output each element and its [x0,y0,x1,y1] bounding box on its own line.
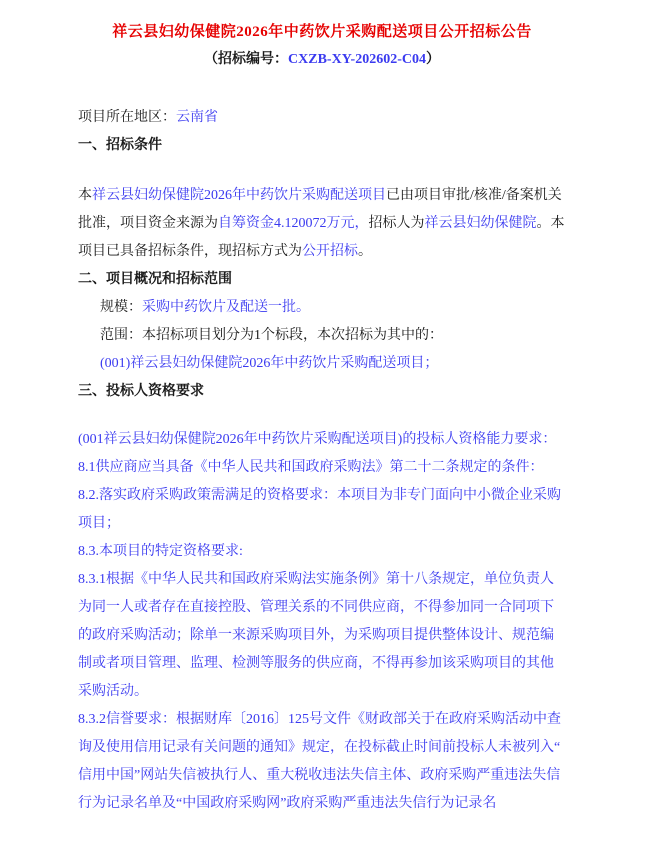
text-segment: 8.3.本项目的特定资格要求: [78,544,243,559]
project-region-line [78,104,566,132]
qualification-8-3 [78,538,566,566]
tender-number-prefix: （招标编号： [204,52,289,67]
text-segment: 祥云县妇幼保健院2026年中药饮片采购配送项目 [92,188,386,203]
tender-number-suffix: ） [425,52,440,67]
qualification-8-3-2 [78,706,566,818]
text-segment: 8.3.1根据《中华人民共和国政府采购法实施条例》第十八条规定，单位负责人为同一人或者存在直接控股、管理关系的不同供应商，不得参加同一合同项下的政府采购活动；除单一来源采购项目外，为采购项目提供整体设计、规范编制或者项目管理、监理、检测等服务的供应商，不得再参加该采购项目的其他采购活动。 [78,572,554,699]
text-segment: 8.3.2信誉要求：根据财库〔2016〕125号文件《财政部关于在政府采购活动中查询及使用信用记录有关问题的通知》规定，在投标截止时间前投标人未被列入“信用中国”网站失信被执行人、重大税收违法失信主体、政府采购严重违法失信行为记录名单及“中国政府采购网”政府采购严重违法失信行为记录名 [78,712,561,811]
section-heading-3 [78,378,566,406]
text-segment: 范围：本招标项目划分为1个标段，本次招标为其中的： [100,328,443,343]
text-segment: 三、投标人资格要求 [78,384,204,399]
text-segment: 二、项目概况和招标范围 [78,272,232,287]
document-body [78,104,566,818]
text-segment: 项目所在地区： [78,110,176,125]
text-segment: 招标人为 [368,216,425,231]
text-segment: 。本项目已具备招标条件，现招标方式为 [78,216,565,259]
scope-line [78,322,566,350]
text-segment: 8.1供应商应当具备《中华人民共和国政府采购法》第二十二条规定的条件： [78,460,544,475]
text-segment: 已由项目审批/核准/备案机关批准，项目资金来源为 [78,188,562,231]
lot-line [78,350,566,378]
text-segment: (001)祥云县妇幼保健院2026年中药饮片采购配送项目； [100,356,439,371]
text-segment: 公开招标 [302,244,358,259]
section-heading-2 [78,266,566,294]
text-segment: 云南省 [176,110,218,125]
tender-code: CXZB-XY-202602-C04 [288,52,426,67]
text-segment: 自筹资金4.120072万元， [218,216,369,231]
text-segment: 采购中药饮片及配送一批。 [142,300,310,315]
qualification-8-3-1 [78,566,566,706]
text-segment: (001祥云县妇幼保健院2026年中药饮片采购配送项目)的投标人资格能力要求： [78,432,557,447]
scale-line [78,294,566,322]
text-segment: 祥云县妇幼保健院 [424,216,537,231]
tender-number-line [78,46,566,74]
section-heading-1 [78,132,566,160]
text-segment: 。 [358,244,372,259]
qualification-8-1 [78,454,566,482]
text-segment: 本 [78,188,92,203]
qualification-8-2 [78,482,566,538]
text-segment: 规模： [100,300,142,315]
tender-conditions-paragraph [78,182,566,266]
announcement-title: 祥云县妇幼保健院2026年中药饮片采购配送项目公开招标公告 [112,24,532,40]
text-segment: 一、招标条件 [78,138,162,153]
text-segment: 8.2.落实政府采购政策需满足的资格要求：本项目为非专门面向中小微企业采购项目； [78,488,561,531]
qualification-intro [78,426,566,454]
